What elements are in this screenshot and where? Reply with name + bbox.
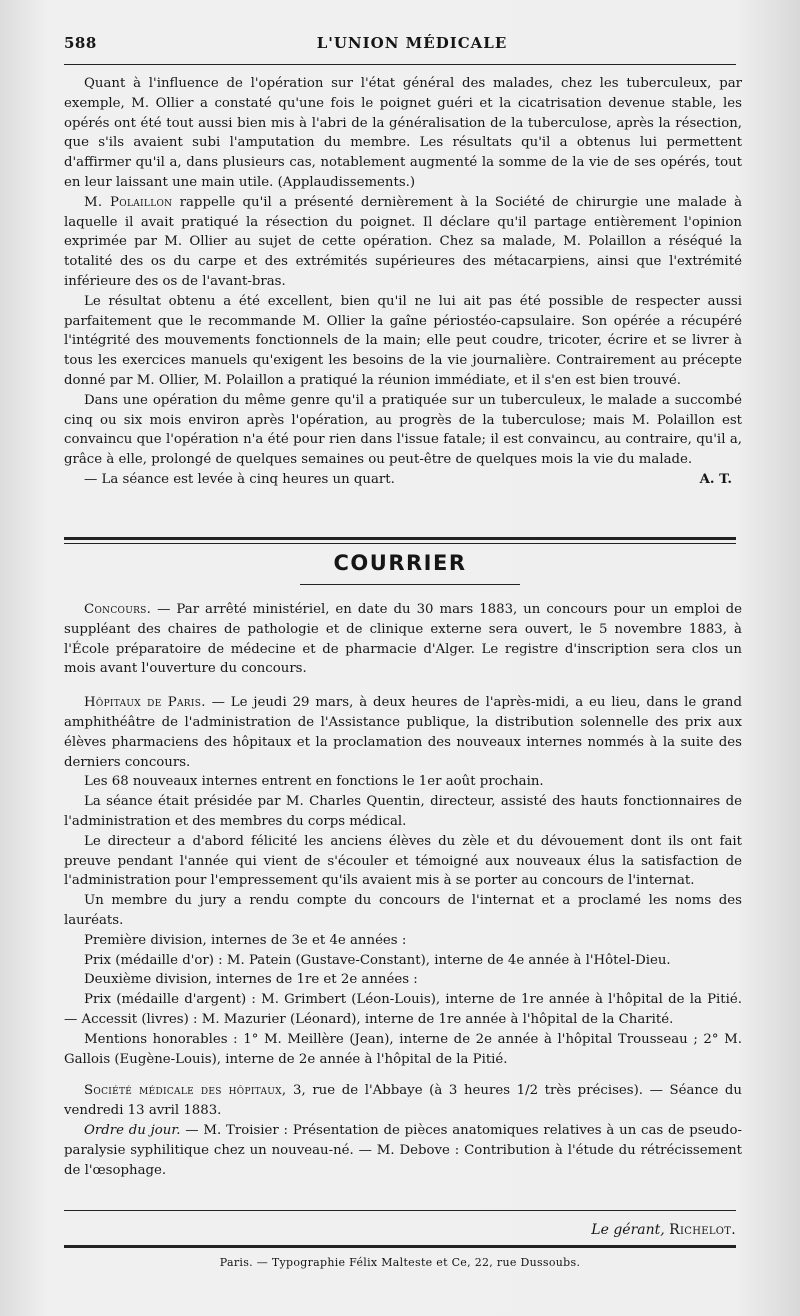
paragraph-hopitaux	[64, 693, 742, 772]
page-header	[64, 30, 760, 56]
paragraph-result: Le résultat obtenu a été excellent, bien qu'il ne lui ait pas été possible de respecter aussi parfaitement que le recommande M. Ollier la gaîne périostéo-capsulaire. Son opérée a récupéré l'intégrité des mouvements fonctionnels de la main; elle peut coudre, tricoter, écrire et se livrer à tous les exercices manuels qu'exigent les besoins de la vie journalière. Contrairement au précepte donné par M. Ollier, M. Polaillon a pratiqué la réunion immédiate, et il s'en est bien trouvé.	[64, 293, 742, 388]
mentions-honorables: Mentions honorables : 1° M. Meillère (Jean), interne de 2e année à l'hôpital Trousseau ; 2° M. Gallois (Eugène-Louis), interne de 2e année à l'hôpital de la Pitié.	[64, 1031, 742, 1067]
paragraph-concours	[64, 600, 742, 679]
manager-signature	[591, 1222, 736, 1238]
societe-label: Société médicale des hôpitaux,	[84, 1083, 287, 1099]
paragraph-seance: La séance était présidée par M. Charles Quentin, directeur, assisté des hauts fonctionnaires de l'administration et des membres du corps médical.	[64, 794, 742, 829]
speaker-name: M. Polaillon	[84, 194, 173, 210]
ordre-label: Ordre du jour.	[84, 1122, 181, 1138]
journal-title: L'UNION MÉDICALE	[316, 34, 508, 52]
courrier-underline	[300, 584, 520, 585]
prix-argent: Prix (médaille d'argent) : M. Grimbert (Léon-Louis), interne de 1re année à l'hôpital de la Pitié. — Accessit (livres) : M. Mazurier (Léonard), interne de 1re année à l'hôpital de la Charité.	[64, 992, 742, 1027]
ordre-text: — M. Troisier : Présentation de pièces anatomiques relatives à un cas de pseudo-paralysie syphilitique chez un nouveau-né. — M. Debove : Contribution à l'étude du rétrécissement de l'œsophage.	[64, 1122, 742, 1178]
manager-label: Le gérant,	[591, 1222, 665, 1238]
courrier-section	[64, 600, 742, 1180]
societe-text: 3, rue de l'Abbaye (à 3 heures 1/2 très précises). — Séance du vendredi 13 avril 1883.	[64, 1083, 742, 1119]
header-rule	[64, 64, 736, 65]
footer-rule-thick	[64, 1245, 736, 1248]
printer-imprint: Paris. — Typographie Félix Malteste et Ce, 22, rue Dussoubs.	[219, 1256, 581, 1269]
paragraph-jury: Un membre du jury a rendu compte du concours de l'internat et a proclamé les noms des lauréats.	[64, 893, 742, 928]
premiere-division: Première division, internes de 3e et 4e années :	[84, 932, 407, 948]
page-number: 588	[64, 34, 97, 52]
deuxieme-division: Deuxième division, internes de 1re et 2e années :	[84, 972, 418, 988]
manager-name: Richelot.	[669, 1222, 736, 1238]
paragraph-ollier-influence: Quant à l'influence de l'opération sur l'état général des malades, chez les tuberculeux, par exemple, M. Ollier a constaté qu'une fois le poignet guéri et la cicatrisation devenue stable, les opérés ont été tout aussi bien mis à l'abri de la généralisation de la tuberculose, après la résection, que s'ils avaient subi l'amputation du membre. Les résultats qu'il a obtenus lui permettent d'affirmer qu'il a, dans plusieurs cas, notablement augmenté la somme de la vie de ses opérés, tout en leur laissant une main utile. (Applaudissements.)	[64, 76, 742, 190]
paragraph-ordre	[64, 1121, 742, 1180]
concours-text: — Par arrêté ministériel, en date du 30 mars 1883, un concours pour un emploi de suppléant des chaires de pathologie et de clinique externe sera ouvert, le 5 novembre 1883, à l'École préparatoire de médecine et de pharmacie d'Alger. Le registre d'inscription sera clos un mois avant l'ouverture du concours.	[64, 602, 742, 677]
section-divider-top-thin	[64, 543, 736, 544]
paragraph-societe	[64, 1081, 742, 1121]
article-signature: A. T.	[699, 471, 732, 487]
paragraph-internes: Les 68 nouveaux internes entrent en fonctions le 1er août prochain.	[84, 774, 544, 790]
courrier-heading: COURRIER	[333, 551, 467, 575]
paragraph-polaillon	[64, 193, 742, 292]
footer-rule	[64, 1210, 736, 1211]
article-continuation	[64, 74, 742, 490]
paragraph-polaillon-text: rappelle qu'il a présenté dernièrement à la Société de chirurgie une malade à laquelle il avait pratiqué la résection du poignet. Il déclare qu'il partage entièrement l'opinion exprimée par M. Ollier au sujet de cette opération. Chez sa malade, M. Polaillon a réséqué la totalité des os du carpe et des extrémités supérieures des métacarpiens, ainsi que l'extrémité inférieure des os de l'avant-bras.	[64, 194, 742, 289]
hopitaux-label: Hôpitaux de Paris.	[84, 695, 206, 711]
concours-label: Concours.	[84, 602, 152, 617]
section-divider-top	[64, 537, 736, 540]
paragraph-seance-levee: — La séance est levée à cinq heures un quart.	[84, 471, 395, 487]
paragraph-directeur: Le directeur a d'abord félicité les anciens élèves du zèle et du dévouement dont ils ont fait preuve pendant l'année qui vient de s'écouler et témoigné aux nouveaux élus la satisfaction de l'administration pour l'empressement qu'ils avaient mis à se porter au concours de l'internat.	[64, 833, 742, 889]
hopitaux-text: — Le jeudi 29 mars, à deux heures de l'après-midi, a eu lieu, dans le grand amphithéâtre de l'administration de l'Assistance publique, la distribution solennelle des prix aux élèves pharmaciens des hôpitaux et la proclamation des nouveaux internes nommés à la suite des derniers concours.	[64, 695, 742, 770]
paragraph-tuberculeux: Dans une opération du même genre qu'il a pratiquée sur un tuberculeux, le malade a succombé cinq ou six mois environ après l'opération, au progrès de la tuberculose; mais M. Polaillon est convaincu que l'opération n'a été pour rien dans l'issue fatale; il est convaincu, au contraire, qu'il a, grâce à elle, prolongé de quelques semaines ou peut-être de quelques mois la vie du malade.	[64, 392, 742, 468]
prix-or: Prix (médaille d'or) : M. Patein (Gustave-Constant), interne de 4e année à l'Hôtel-Dieu.	[84, 952, 671, 968]
